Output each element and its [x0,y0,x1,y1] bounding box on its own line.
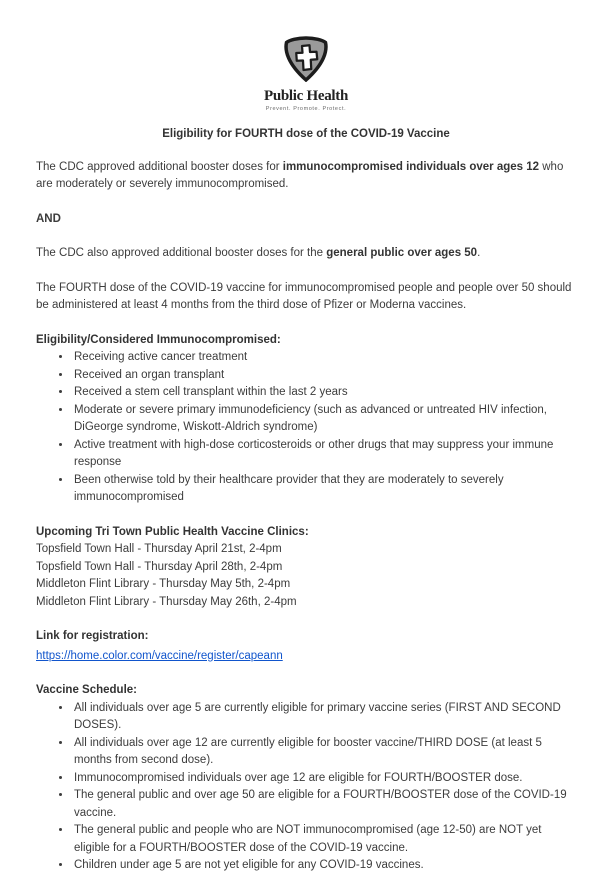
list-item: • Received a stem cell transplant within the last 2 years [72,384,576,402]
intro-paragraph-1 [36,159,576,194]
logo-tagline: Prevent. Promote. Protect. [265,105,347,112]
intro-paragraph-3: The FOURTH dose of the COVID-19 vaccine for immunocompromised people and people over 50 should be administered at least 4 months from the third dose of Pfizer or Moderna vaccines. [36,281,572,312]
shield-cross-icon [280,36,332,87]
list-item: • Been otherwise told by their healthcare provider that they are moderately to severely immunocompromised [72,472,576,507]
intro-p1-pre: The CDC approved additional booster doses for [36,160,283,173]
clinics-heading: Upcoming Tri Town Public Health Vaccine Clinics: [36,525,309,538]
intro-p2-bold: general public over ages 50 [326,247,478,260]
and-connector: AND [36,212,61,225]
clinic-line: Middleton Flint Library - Thursday May 5th, 2-4pm [36,578,291,591]
registration-heading: Link for registration: [36,630,149,643]
list-item: • The general public and people who are NOT immunocompromised (age 12-50) are NOT yet eligible for a FOURTH/BOOSTER dose of the COVID-19 vaccine. [72,822,576,857]
list-item: • The general public and over age 50 are eligible for a FOURTH/BOOSTER dose of the COVID-19 vaccine. [72,787,576,822]
clinic-line: Middleton Flint Library - Thursday May 26th, 2-4pm [36,595,297,608]
list-item: • Moderate or severe primary immunodeficiency (such as advanced or untreated HIV infection, DiGeorge syndrome, Wiskott-Aldrich syndrome) [72,402,576,437]
registration-section [36,628,576,665]
schedule-heading: Vaccine Schedule: [36,684,137,697]
list-item: • Active treatment with high-dose corticosteroids or other drugs that may suppress your immune response [72,437,576,472]
list-item: • Received an organ transplant [72,367,576,385]
intro-p1-bold: immunocompromised individuals over ages 12 [282,160,540,173]
registration-link[interactable]: https://home.color.com/vaccine/register/capeann [36,649,283,662]
intro-p1-post: who are moderately or severely immunocompromised. [36,160,564,191]
eligibility-heading: Eligibility/Considered Immunocompromised: [36,333,281,346]
list-item: • All individuals over age 12 are currently eligible for booster vaccine/THIRD DOSE (at least 5 months from second dose). [72,735,576,770]
public-health-logo [36,36,576,112]
logo-name: Public Health [263,88,349,104]
list-item: • Receiving active cancer treatment [72,349,576,367]
page-title: Eligibility for FOURTH dose of the COVID-19 Vaccine [162,127,450,140]
eligibility-list [36,349,576,507]
list-item: • All individuals over age 5 are currently eligible for primary vaccine series (FIRST AND SECOND DOSES). [72,700,576,735]
intro-paragraph-2 [36,245,576,263]
list-item: • Immunocompromised individuals over age 12 are eligible for FOURTH/BOOSTER dose. [72,770,576,788]
schedule-list [36,700,576,875]
clinic-list [36,541,576,611]
intro-p2-pre: The CDC also approved additional booster doses for the [36,247,327,260]
list-item: • Children under age 5 are not yet eligible for any COVID-19 vaccines. [72,857,576,875]
intro-p2-post: . [477,247,481,260]
clinic-line: Topsfield Town Hall - Thursday April 28th, 2-4pm [36,560,283,573]
clinic-line: Topsfield Town Hall - Thursday April 21st, 2-4pm [36,543,282,556]
